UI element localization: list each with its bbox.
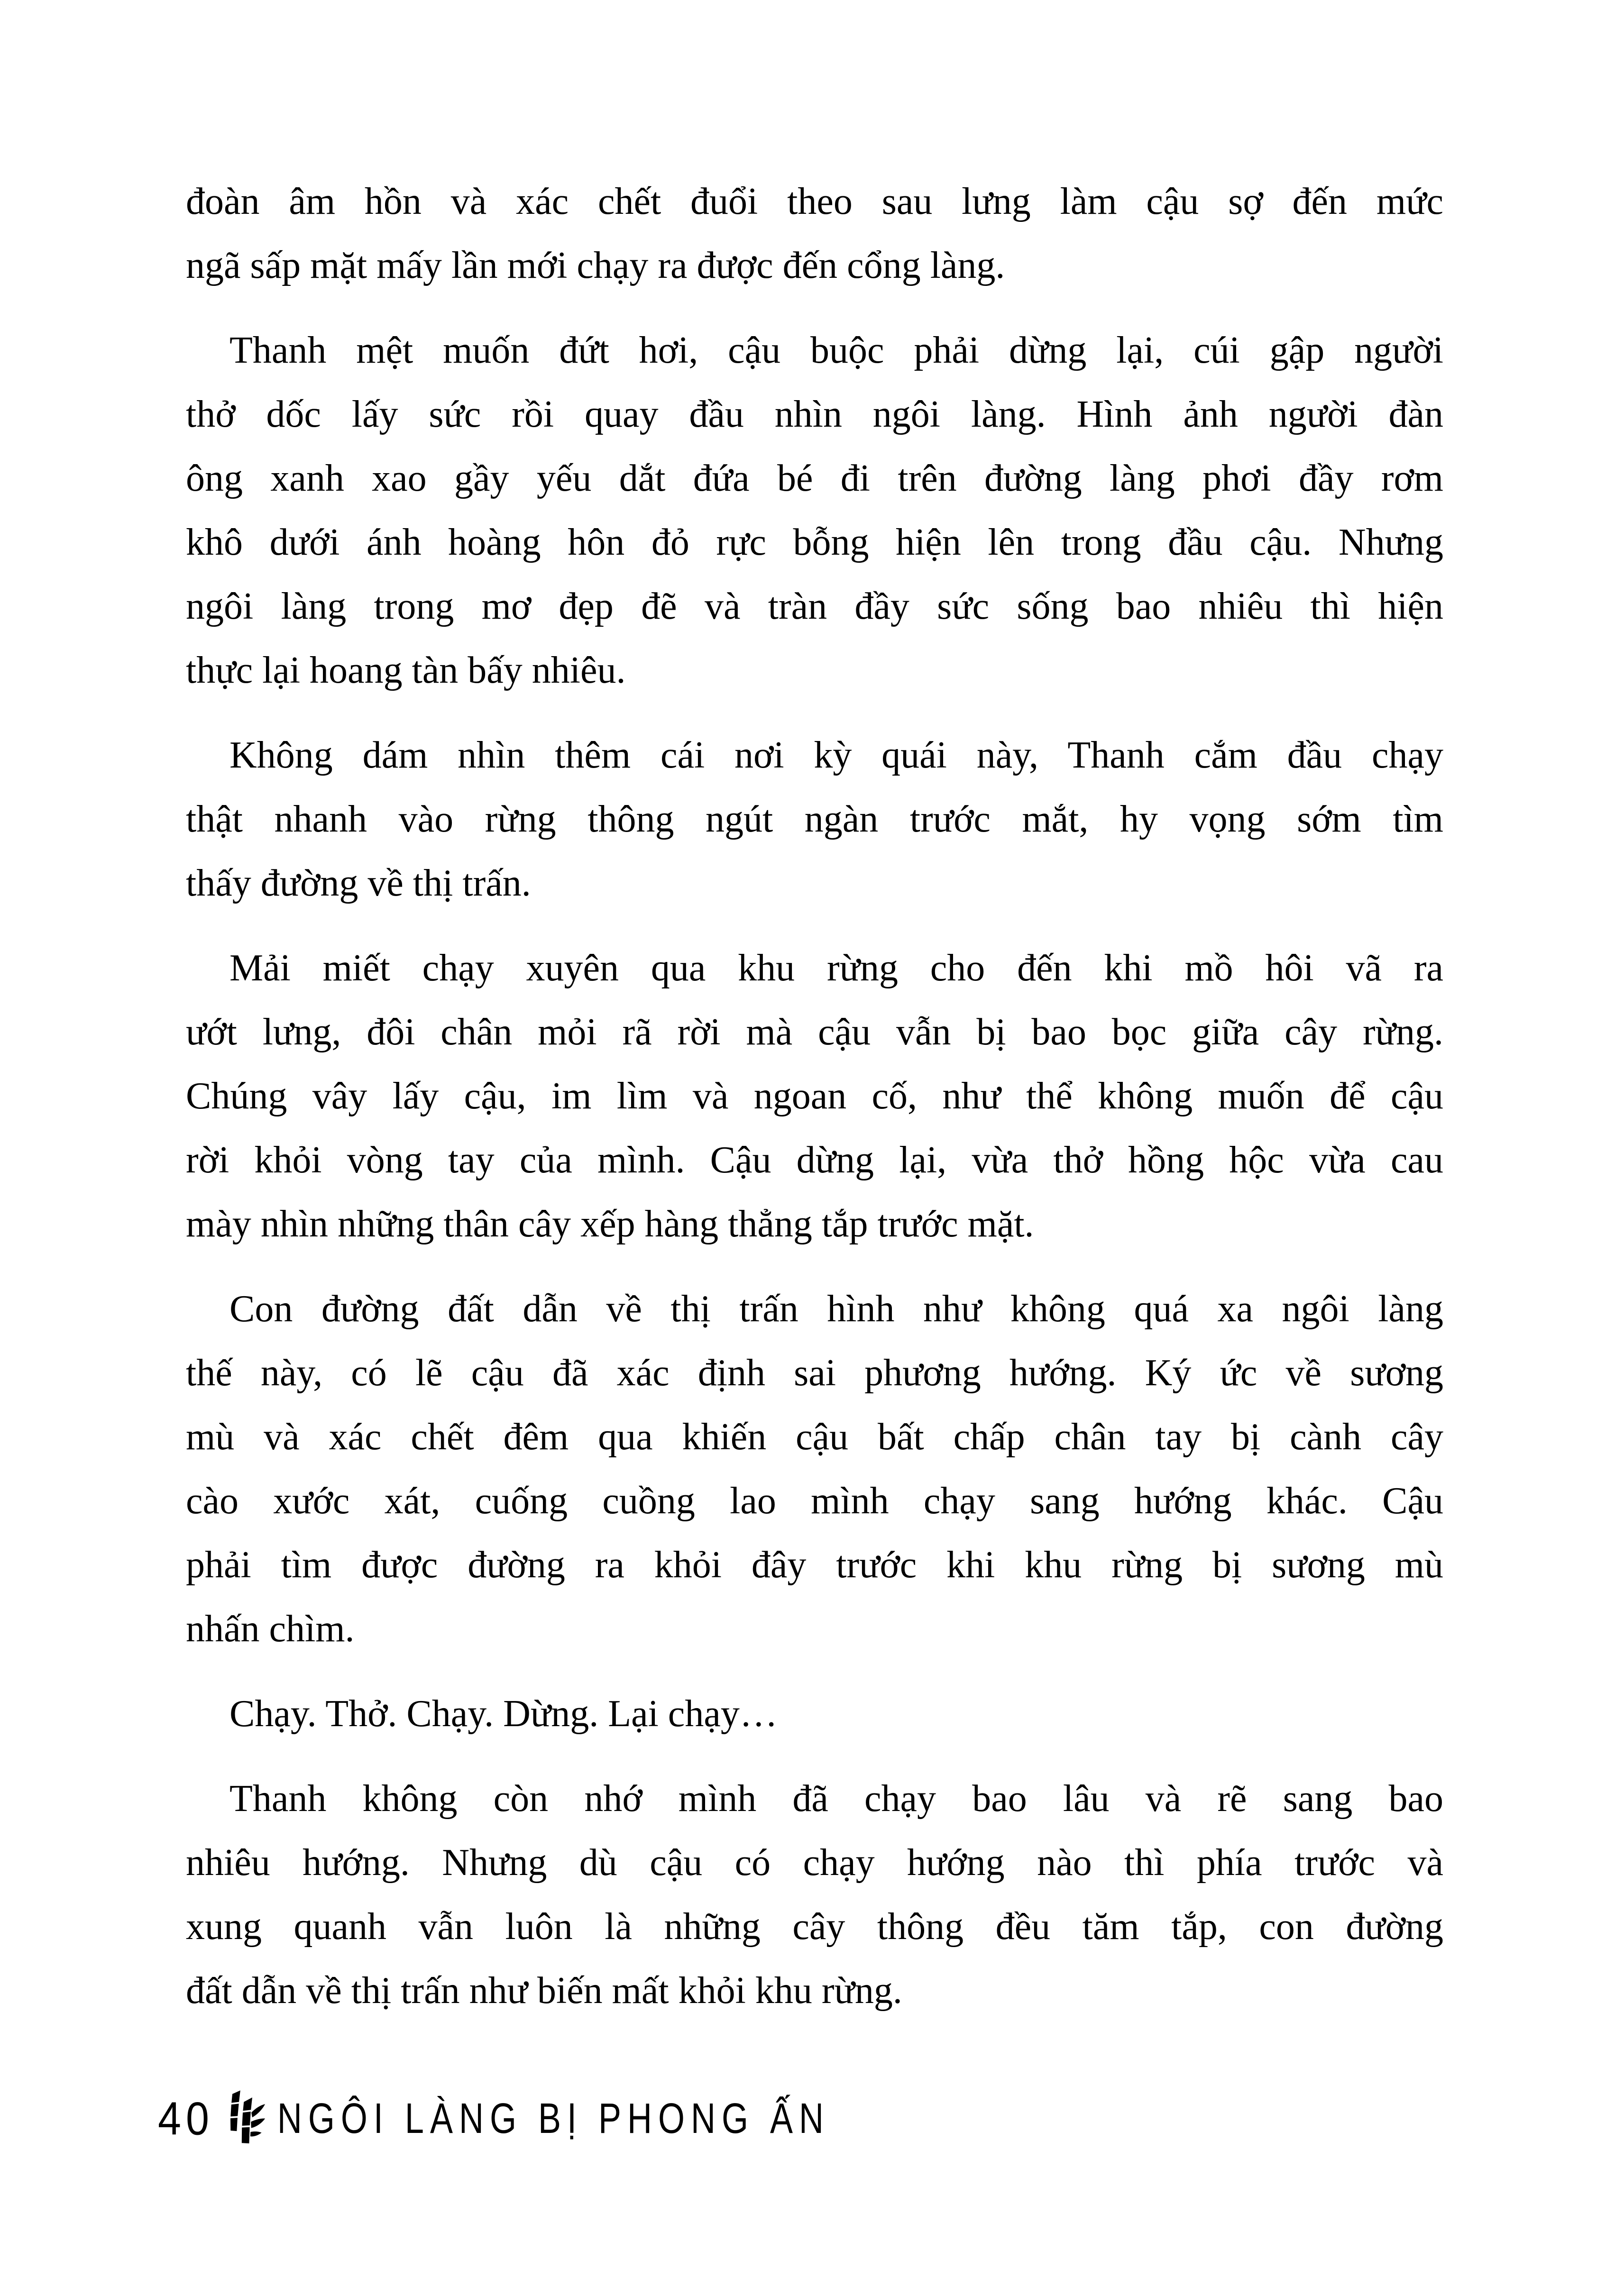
text-line: nhấn chìm. xyxy=(186,1608,355,1650)
paragraph xyxy=(186,1767,1443,2023)
text-line: thế này, có lẽ cậu đã xác định sai phương hướng. Ký ức về sương xyxy=(186,1352,1443,1394)
text-line: Chúng vây lấy cậu, im lìm và ngoan cố, như thể không muốn để cậu xyxy=(186,1075,1443,1117)
text-line: ngã sấp mặt mấy lần mới chạy ra được đến cổng làng. xyxy=(186,245,1005,286)
text-line: Mải miết chạy xuyên qua khu rừng cho đến khi mồ hôi vã ra xyxy=(229,947,1443,989)
text-line: Thanh mệt muốn đứt hơi, cậu buộc phải dừng lại, cúi gập người xyxy=(229,329,1443,371)
text-line: phải tìm được đường ra khỏi đây trước khi khu rừng bị sương mù xyxy=(186,1544,1443,1586)
text-line: rời khỏi vòng tay của mình. Cậu dừng lại, vừa thở hồng hộc vừa cau xyxy=(186,1139,1443,1181)
text-line: Thanh không còn nhớ mình đã chạy bao lâu và rẽ sang bao xyxy=(229,1778,1443,1820)
book-title: NGÔI LÀNG BỊ PHONG ẤN xyxy=(277,2095,830,2142)
paragraph xyxy=(186,1682,1443,1746)
text-line: ông xanh xao gầy yếu dắt đứa bé đi trên đường làng phơi đầy rơm xyxy=(186,457,1443,499)
text-line: mù và xác chết đêm qua khiến cậu bất chấp chân tay bị cành cây xyxy=(186,1416,1443,1458)
text-line: ngôi làng trong mơ đẹp đẽ và tràn đầy sức sống bao nhiêu thì hiện xyxy=(186,585,1443,627)
page-number: 40 xyxy=(158,2092,214,2145)
text-line: đất dẫn về thị trấn như biến mất khỏi khu rừng. xyxy=(186,1970,902,2012)
text-line: thực lại hoang tàn bấy nhiêu. xyxy=(186,649,626,691)
text-line: nhiêu hướng. Nhưng dù cậu có chạy hướng nào thì phía trước và xyxy=(186,1842,1443,1884)
paragraph xyxy=(186,319,1443,703)
text-line: Chạy. Thở. Chạy. Dừng. Lại chạy… xyxy=(229,1693,778,1735)
text-line: khô dưới ánh hoàng hôn đỏ rực bỗng hiện lên trong đầu cậu. Nhưng xyxy=(186,521,1443,563)
paragraph xyxy=(186,936,1443,1256)
text-line: đoàn âm hồn và xác chết đuổi theo sau lưng làm cậu sợ đến mức xyxy=(186,181,1443,222)
text-block xyxy=(186,170,1443,2023)
paragraph xyxy=(186,1277,1443,1661)
page-footer xyxy=(158,2090,830,2148)
text-line: thấy đường về thị trấn. xyxy=(186,862,531,904)
paragraph xyxy=(186,723,1443,915)
paragraph xyxy=(186,170,1443,298)
text-line: Không dám nhìn thêm cái nơi kỳ quái này, Thanh cắm đầu chạy xyxy=(229,734,1443,776)
text-line: ướt lưng, đôi chân mỏi rã rời mà cậu vẫn bị bao bọc giữa cây rừng. xyxy=(186,1011,1443,1053)
text-line: cào xước xát, cuống cuồng lao mình chạy sang hướng khác. Cậu xyxy=(186,1480,1443,1522)
text-line: thở dốc lấy sức rồi quay đầu nhìn ngôi làng. Hình ảnh người đàn xyxy=(186,393,1443,435)
text-line: mày nhìn những thân cây xếp hàng thẳng tắp trước mặt. xyxy=(186,1203,1034,1245)
text-line: xung quanh vẫn luôn là những cây thông đều tăm tắp, con đường xyxy=(186,1906,1443,1948)
text-line: thật nhanh vào rừng thông ngút ngàn trước mắt, hy vọng sớm tìm xyxy=(186,798,1443,840)
text-line: Con đường đất dẫn về thị trấn hình như không quá xa ngôi làng xyxy=(229,1288,1443,1330)
bamboo-icon xyxy=(226,2090,265,2148)
